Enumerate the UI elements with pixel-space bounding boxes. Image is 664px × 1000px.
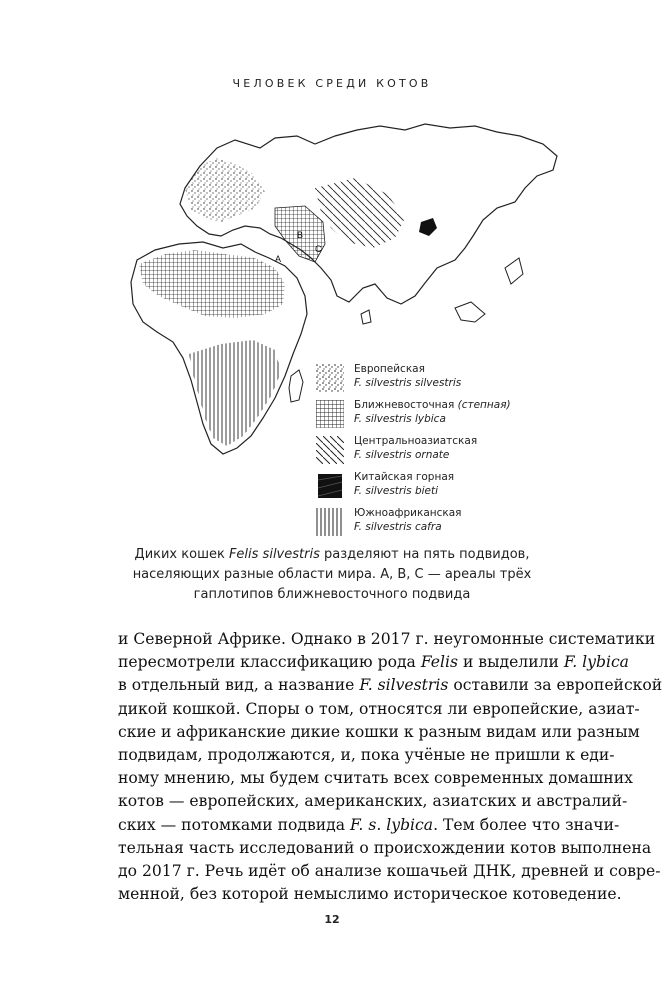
grid-swatch-icon [316,400,344,428]
diagonal-swatch-icon [316,436,344,464]
body-text: . Тем более что значи- [433,815,620,834]
legend-item-chinese-mountain [316,470,576,504]
caption-text: разделяют на пять подвидов, [319,547,530,562]
body-line: ские и африканские дикие кошки к разным видам или разным [118,722,640,741]
legend-name: Европейская [354,363,425,375]
caption-line: населяющих разные области мира. A, B, C — ареалы трёх [132,567,532,582]
body-line: ному мнению, мы будем считать всех современных домашних [118,769,633,788]
dense-swatch-icon [316,472,344,500]
body-text: в отдельный вид, а название [118,676,360,695]
legend-species: F. silvestris ornate [354,449,450,461]
body-line: и Северной Африке. Однако в 2017 г. неугомонные систематики [118,630,656,648]
legend-name: Ближневосточная [354,399,458,411]
legend-name: Южноафриканская [354,507,462,519]
body-paragraph [118,628,663,906]
body-line: подвидам, продолжаются, и, пока учёные не пришли к еди- [118,746,615,765]
body-text: пересмотрели классификацию рода [118,653,421,672]
map-letter-a: A [275,254,282,264]
legend-name: Центральноазиатская [354,435,478,447]
caption-line: гаплотипов ближневосточного подвида [193,587,471,602]
legend-name-extra: (степная) [457,399,511,411]
body-line: котов — европейских, американских, азиатских и австралий- [118,792,628,811]
caption-italic: Felis silvestris [228,547,320,562]
body-text: оставили за европейской [448,676,663,695]
vertical-swatch-icon [316,508,344,536]
body-text: ских — потомками подвида [118,815,351,834]
body-italic: F. lybica [563,653,629,672]
legend-species: F. silvestris bieti [354,485,439,497]
body-italic: F. silvestris [359,676,449,695]
body-italic: Felis [420,653,458,672]
legend-item-middle-eastern [316,398,576,432]
stipple-swatch-icon [316,364,344,392]
map-letter-b: B [297,230,304,240]
page-number: 12 [324,913,340,926]
legend-item-south-african [316,506,576,540]
running-head: ЧЕЛОВЕК СРЕДИ КОТОВ [232,77,432,90]
legend-species: F. silvestris cafra [354,521,442,533]
body-line: менной, без которой немыслимо историческое котоведение. [118,885,622,904]
body-italic: F. s. lybica [350,815,434,834]
body-line [118,674,663,697]
legend-item-european [316,362,576,396]
legend-name: Китайская горная [354,471,455,483]
caption-text: Диких кошек [134,547,229,562]
body-line [118,814,620,837]
legend-item-central-asian [316,434,576,468]
legend-species: F. silvestris lybica [354,413,446,425]
body-line: тельная часть исследований о происхождении котов выполнена [118,838,652,857]
legend-species: F. silvestris silvestris [354,377,462,389]
body-line: дикой кошкой. Споры о том, относятся ли европейские, азиат- [118,699,640,718]
map-letter-c: C [315,244,322,254]
body-line: до 2017 г. Речь идёт об анализе кошачьей ДНК, древней и совре- [118,862,661,881]
body-text: и выделили [457,653,564,672]
body-line [118,651,629,674]
figure-caption [60,545,604,605]
